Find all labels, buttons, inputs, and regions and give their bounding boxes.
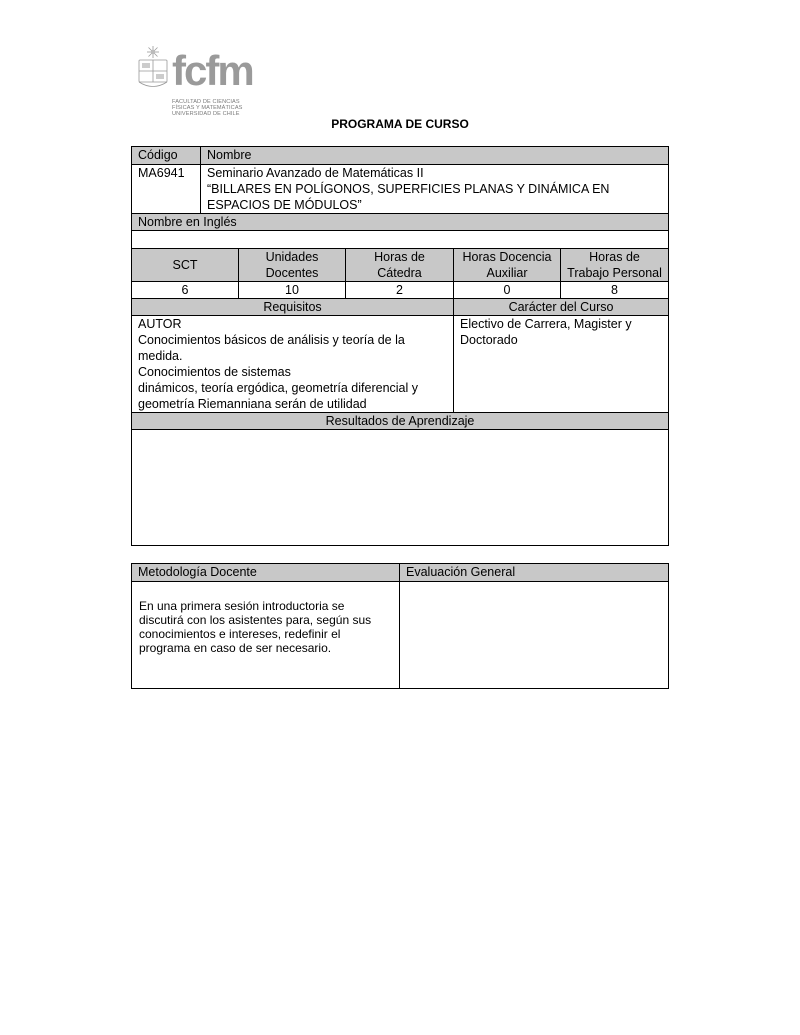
unidades-docentes-value: 10	[239, 282, 346, 299]
course-code: MA6941	[132, 165, 201, 214]
university-emblem-icon	[136, 44, 170, 92]
fcfm-logo	[136, 44, 286, 120]
evaluation-text	[400, 582, 669, 689]
horas-catedra-value: 2	[346, 282, 454, 299]
character-text: Electivo de Carrera, Magister y Doctorado	[454, 316, 669, 413]
horas-catedra-header: Horas de Cátedra	[346, 249, 454, 282]
course-info-table	[131, 146, 669, 546]
english-name-value	[132, 231, 669, 249]
methodology-table	[131, 563, 669, 689]
page-title: PROGRAMA DE CURSO	[331, 117, 469, 131]
name-label: Nombre	[201, 147, 669, 165]
horas-auxiliar-header: Horas Docencia Auxiliar	[454, 249, 561, 282]
learning-outcomes-text	[132, 430, 669, 546]
methodology-label: Metodología Docente	[132, 564, 400, 582]
horas-trabajo-value: 8	[561, 282, 669, 299]
logo-subtitle: FACULTAD DE CIENCIAS FÍSICAS Y MATEMÁTICAS UNIVERSIDAD DE CHILE	[172, 99, 243, 118]
learning-outcomes-label: Resultados de Aprendizaje	[132, 413, 669, 430]
sct-value: 6	[132, 282, 239, 299]
logo-wordmark: fcfm	[172, 47, 253, 94]
requirements-label: Requisitos	[132, 299, 454, 316]
horas-trabajo-header: Horas de Trabajo Personal	[561, 249, 669, 282]
code-label: Código	[132, 147, 201, 165]
methodology-text: En una primera sesión introductoria se discutirá con los asistentes para, según sus conocimientos e intereses, redefinir el programa en caso de ser necesario.	[132, 582, 400, 689]
evaluation-label: Evaluación General	[400, 564, 669, 582]
character-label: Carácter del Curso	[454, 299, 669, 316]
english-name-label: Nombre en Inglés	[132, 214, 669, 231]
course-name: Seminario Avanzado de Matemáticas II “BILLARES EN POLÍGONOS, SUPERFICIES PLANAS Y DINÁMICA EN ESPACIOS DE MÓDULOS”	[201, 165, 669, 214]
sct-header: SCT	[132, 249, 239, 282]
requirements-text: AUTOR Conocimientos básicos de análisis y teoría de la medida. Conocimientos de sistemas dinámicos, teoría ergódica, geometría diferencial y geometría Riemanniana serán de utilidad	[132, 316, 454, 413]
unidades-docentes-header: Unidades Docentes	[239, 249, 346, 282]
horas-auxiliar-value: 0	[454, 282, 561, 299]
